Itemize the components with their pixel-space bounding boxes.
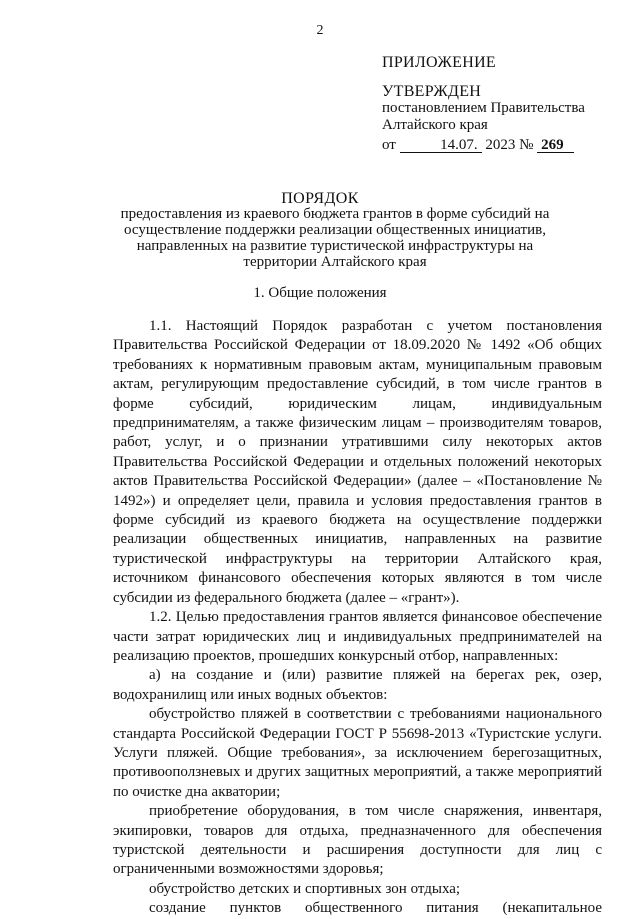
paragraph: создание пунктов общественного питания (некапитальное [149, 900, 602, 917]
approval-number: 269 [537, 138, 574, 153]
appendix-label: ПРИЛОЖЕНИЕ [382, 54, 497, 71]
approved-label: УТВЕРЖДЕН [382, 83, 482, 100]
paragraph: а) на создание и (или) развитие пляжей на берегах рек, озер, водохранилищ или иных водных объектов: [113, 667, 602, 703]
paragraph: обустройство детских и спортивных зон отдыха; [149, 880, 461, 897]
paragraph: 1.1. Настоящий Порядок разработан с учетом постановления Правительства Российской Федерации от 18.09.2020 № 1492 «Об общих требованиях к нормативным правовым актам, муниципальным правовым актам, регулирующим предоставление субсидий, в том числе грантов в форме субсидий, юридическим лицам, индивидуальным предпринимателям, а также физическим лицам – производителям товаров, работ, услуг, и о признании утратившими силу некоторых актов Правительства Российской Федерации и отдельных положений некоторых актов Правительства Российской Федерации» (далее – «Постановление № 1492») и определяет цели, правила и условия предоставления грантов в форме субсидий из краевого бюджета на осуществление поддержки реализации общественных инициатив, направленных на развитие туристической инфраструктуры на территории Алтайского края, источником финансового обеспечения которых являются в том числе субсидии из федерального бюджета (далее – «грант»). [113, 318, 602, 606]
approval-block [382, 54, 585, 154]
paragraph: 1.2. Целью предоставления грантов является финансовое обеспечение части затрат юридических лиц и индивидуальных предпринимателей на реализацию проектов, прошедших конкурсный отбор, направленных: [113, 609, 602, 664]
approval-date-line [382, 137, 585, 154]
approval-line-1: постановлением Правительства [382, 100, 585, 116]
paragraph: приобретение оборудования, в том числе снаряжения, инвентаря, экипировки, товаров для отдыха, предназначенного для обеспечения туристской деятельности и расширения доступности для лиц с ограниченными возможностями здоровья; [113, 803, 602, 878]
approval-date: 14.07. [400, 138, 482, 153]
approval-year: 2023 № [485, 137, 534, 153]
document-body [113, 317, 602, 919]
page-number: 2 [316, 23, 324, 38]
section-heading: 1. Общие положения [253, 285, 387, 301]
document-title: ПОРЯДОК [281, 190, 359, 207]
paragraph: обустройство пляжей в соответствии с требованиями национального стандарта Российской Федерации ГОСТ Р 55698-2013 «Туристские услуги. Услуги пляжей. Общие требования», за исключением берегозащитных, противооползневых и других защитных мероприятий, а также мероприятий по очистке дна акватории; [113, 706, 602, 800]
date-prefix: от [382, 137, 396, 153]
approval-line-2: Алтайского края [382, 117, 488, 133]
document-subtitle: предоставления из краевого бюджета грантов в форме субсидий на осуществление поддержки реализации общественных инициатив, направленных на развитие туристической инфраструктуры на территории Алтайского края [120, 206, 550, 270]
